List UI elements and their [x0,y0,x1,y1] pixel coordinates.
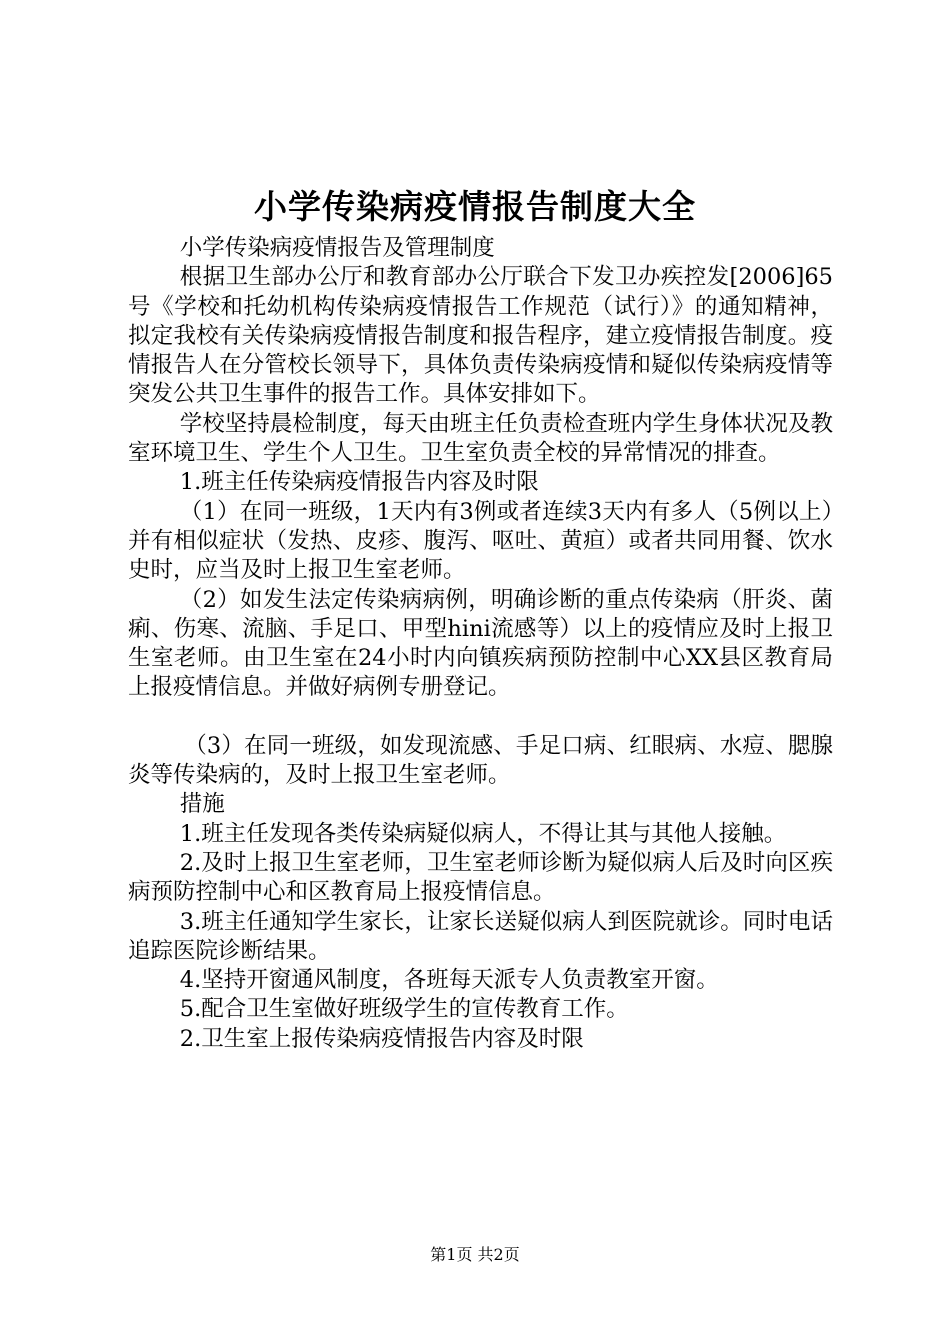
paragraph-item-2: （2）如发生法定传染病病例，明确诊断的重点传染病（肝炎、菌痢、伤寒、流脑、手足口、甲型hini流感等）以上的疫情应及时上报卫生室老师。由卫生室在24小时内向镇疾病预防控制中心XX县区教育局上报疫情信息。并做好病例专册登记。 [128,586,833,701]
document-body [128,234,833,1054]
measure-item-1: 1.班主任发现各类传染病疑似病人，不得让其与其他人接触。 [179,820,787,847]
section-heading-1: 1.班主任传染病疫情报告内容及时限 [179,469,539,496]
measure-item-3: 3.班主任通知学生家长，让家长送疑似病人到医院就诊。同时电话追踪医院诊断结果。 [128,908,833,964]
document-title: 小学传染病疫情报告制度大全 [254,187,696,226]
paragraph-morning-check: 学校坚持晨检制度，每天由班主任负责检查班内学生身体状况及教室环境卫生、学生个人卫生。卫生室负责全校的异常情况的排查。 [128,410,833,467]
measure-item-5: 5.配合卫生室做好班级学生的宣传教育工作。 [179,996,629,1023]
paragraph-item-1: （1）在同一班级，1天内有3例或者连续3天内有多人（5例以上）并有相似症状（发热、皮疹、腹泻、呕吐、黄疸）或者共同用餐、饮水史时，应当及时上报卫生室老师。 [128,498,833,584]
page-number: 第1页 共2页 [430,1245,520,1264]
measure-item-2: 2.及时上报卫生室老师，卫生室老师诊断为疑似病人后及时向区疾病预防控制中心和区教育局上报疫情信息。 [128,849,833,906]
paragraph-item-3: （3）在同一班级，如发现流感、手足口病、红眼病、水痘、腮腺炎等传染病的，及时上报卫生室老师。 [128,732,833,789]
paragraph-heading: 小学传染病疫情报告及管理制度 [179,235,495,261]
paragraph-intro: 根据卫生部办公厅和教育部办公厅联合下发卫办疾控发[2006]65号《学校和托幼机构传染病疫情报告工作规范（试行）》的通知精神，拟定我校有关传染病疫情报告制度和报告程序，建立疫情报告制度。疫情报告人在分管校长领导下，具体负责传染病疫情和疑似传染病疫情等突发公共卫生事件的报告工作。具体安排如下。 [128,264,833,408]
section-heading-2: 2.卫生室上报传染病疫情报告内容及时限 [179,1025,584,1052]
blank-line [128,703,833,732]
measure-item-4: 4.坚持开窗通风制度，各班每天派专人负责教室开窗。 [179,967,719,994]
measures-heading: 措施 [179,791,225,818]
